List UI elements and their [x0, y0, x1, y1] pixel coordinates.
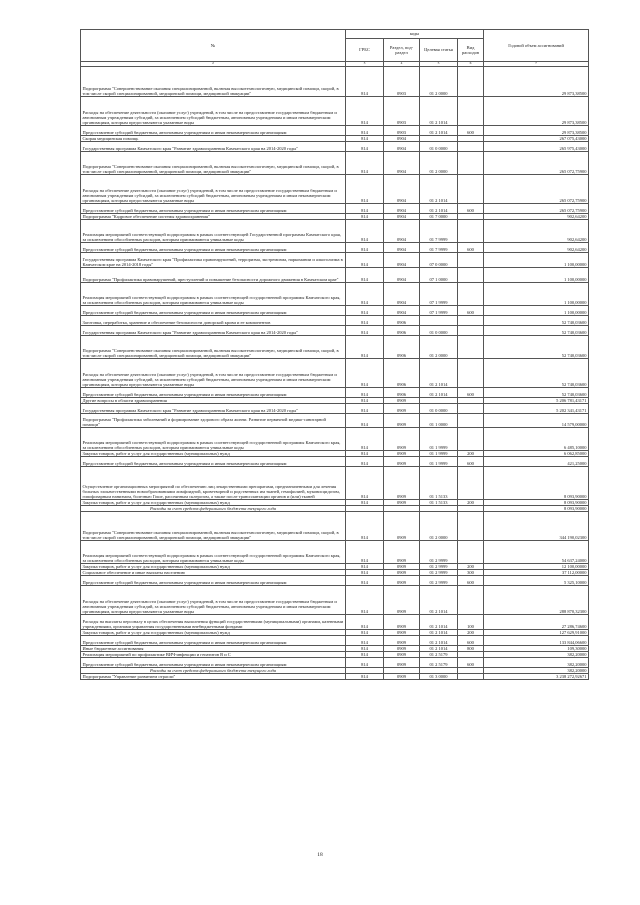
row-csr: 01 2 1014: [420, 615, 458, 630]
row-description: Государственная программа Камчатского края "Развитие здравоохранения Камчатского края на 2014-2020 годы": [81, 326, 346, 336]
row-grbs: 814: [346, 576, 384, 586]
row-vr: 600: [458, 306, 484, 316]
row-vr: [458, 336, 484, 359]
header-num-3: 3: [346, 62, 384, 67]
row-grbs: 814: [346, 283, 384, 306]
row-vr: 600: [458, 636, 484, 646]
row-razdel: 0909: [384, 576, 420, 586]
row-description: Закупка товаров, работ и услуг для государственных (муниципальных) нужд: [81, 451, 346, 457]
row-razdel: 0906: [384, 326, 420, 336]
row-sum: 1 100,00000: [484, 283, 589, 306]
row-csr: 01 7 0000: [420, 214, 458, 220]
row-razdel: 0904: [384, 214, 420, 220]
row-grbs: 814: [346, 142, 384, 152]
row-vr: [458, 512, 484, 541]
row-razdel: 0904: [384, 175, 420, 204]
row-vr: [458, 674, 484, 680]
table-body: [81, 67, 589, 680]
row-razdel: 0904: [384, 136, 420, 142]
row-grbs: 814: [346, 336, 384, 359]
row-sum: 54 637,24000: [484, 541, 589, 564]
row-description: Расходы на обеспечение деятельности (оказание услуг) учреждений, в том числе на предоставление государственным бюджетным и автономным учреждениям субсидий, за исключением субсидий бюджетным, автономным учреждениям и иным некоммерческим организациям, которым предоставляются указанные виды: [81, 359, 346, 388]
row-description: Другие вопросы в области здравоохранения: [81, 398, 346, 404]
row-vr: [458, 467, 484, 500]
row-grbs: 814: [346, 404, 384, 414]
row-sum: 29 873,38500: [484, 67, 589, 97]
row-razdel: 0909: [384, 398, 420, 404]
row-razdel: 0909: [384, 451, 420, 457]
table-row: [81, 636, 589, 646]
row-grbs: 814: [346, 674, 384, 680]
row-csr: 01 2 1014: [420, 388, 458, 398]
row-sum: 1 100,00000: [484, 306, 589, 316]
row-grbs: 814: [346, 126, 384, 136]
row-description: Осуществление организационных мероприятий по обеспечению лиц лекарственными препаратами, предназначенными для лечения больных злокачественными новообразованиями лимфоидной, кроветворной и родственных им тканей, гемофилией, муковисцидозом, гипофизарным нанизмом, болезнью Гоше, рассеянным склерозом, а также после трансплантации органов и (или) тканей: [81, 467, 346, 500]
row-grbs: 814: [346, 541, 384, 564]
row-sum: 127 629,91000: [484, 630, 589, 636]
row-description: Реализация мероприятий соответствующей подпрограммы в рамках соответствующей государственной программы Камчатского края, за исключением обособленных расходов, которым присваиваются уникальные коды: [81, 541, 346, 564]
row-description: Заготовка, переработка, хранение и обеспечение безопасности донорской крови и ее компонентов: [81, 316, 346, 326]
row-csr: 01 1 9999: [420, 428, 458, 451]
row-grbs: 814: [346, 268, 384, 283]
row-csr: 07 1 0000: [420, 268, 458, 283]
row-razdel: 0909: [384, 541, 420, 564]
row-vr: [458, 268, 484, 283]
row-vr: [458, 428, 484, 451]
row-csr: 01 0 0000: [420, 142, 458, 152]
row-razdel: 0909: [384, 636, 420, 646]
row-grbs: 814: [346, 253, 384, 268]
row-vr: [458, 541, 484, 564]
row-csr: 01 1 0000: [420, 414, 458, 428]
table-row: [81, 674, 589, 680]
table-row: [81, 576, 589, 586]
row-description: Расходы на обеспечение деятельности (оказание услуг) учреждений, в том числе на предоставление государственным бюджетным и автономным учреждениям субсидий, за исключением субсидий бюджетным, автономным учреждениям и иным некоммерческим организациям, которым предоставляются указанные виды: [81, 586, 346, 615]
row-razdel: 0904: [384, 253, 420, 268]
row-sum: 5 206 781,43171: [484, 398, 589, 404]
row-csr: 01 2 1014: [420, 97, 458, 126]
row-sum: 902,64200: [484, 214, 589, 220]
row-grbs: 814: [346, 636, 384, 646]
row-sum: 902,64200: [484, 243, 589, 253]
row-csr: 07 1 9999: [420, 306, 458, 316]
row-sum: 52 740,03600: [484, 336, 589, 359]
table-row: [81, 541, 589, 564]
row-sum: 5 202 341,43171: [484, 404, 589, 414]
row-sum: 6 062,85000: [484, 451, 589, 457]
row-vr: [458, 152, 484, 175]
table-row: [81, 67, 589, 97]
row-csr: 01 1 9999: [420, 457, 458, 467]
row-razdel: 0903: [384, 126, 420, 136]
row-description: Предоставление субсидий бюджетным, автономным учреждениям и иным некоммерческим организациям: [81, 576, 346, 586]
row-description: Подпрограмма "Совершенствование оказания специализированной, включая высокотехнологичную, медицинской помощи, скорой, в том числе скорой специализированной, медицинской помощи, медицинской эвакуации": [81, 512, 346, 541]
table-row: [81, 126, 589, 136]
row-sum: 3 238 272,92671: [484, 674, 589, 680]
header-vr: Вид расходов: [458, 39, 484, 62]
row-grbs: 814: [346, 564, 384, 570]
row-csr: 01 2 9999: [420, 541, 458, 564]
row-sum: 109,30000: [484, 646, 589, 652]
row-csr: 01 2 1014: [420, 126, 458, 136]
row-sum: 1 100,00000: [484, 268, 589, 283]
row-vr: 600: [458, 576, 484, 586]
row-description: Подпрограмма "Управление развитием отрасли": [81, 674, 346, 680]
row-csr: 01 0 0000: [420, 404, 458, 414]
row-description: Предоставление субсидий бюджетным, автономным учреждениям и иным некоммерческим организациям: [81, 204, 346, 214]
row-csr: 01 2 0000: [420, 336, 458, 359]
table-row: [81, 467, 589, 500]
row-vr: 600: [458, 388, 484, 398]
table-row: [81, 414, 589, 428]
row-sum: 1 100,00000: [484, 253, 589, 268]
header-num-7: 7: [484, 62, 589, 67]
table-row: [81, 306, 589, 316]
row-razdel: 0909: [384, 674, 420, 680]
row-razdel: 0909: [384, 658, 420, 668]
row-razdel: 0904: [384, 152, 420, 175]
row-grbs: 814: [346, 152, 384, 175]
table-row: [81, 142, 589, 152]
row-vr: 600: [458, 204, 484, 214]
row-grbs: 814: [346, 512, 384, 541]
row-description: Государственная программа Камчатского края "Профилактика правонарушений, терроризма, экстремизма, наркомании и алкоголизма в Камчатском крае на 2014-2018 годы": [81, 253, 346, 268]
table-row: [81, 204, 589, 214]
row-grbs: 814: [346, 428, 384, 451]
row-csr: 01 2 0000: [420, 512, 458, 541]
row-sum: 29 873,38500: [484, 97, 589, 126]
row-description: Расходы на выплаты персоналу в целях обеспечения выполнения функций государственными (муниципальными) органами, казенными учреждениями, органами управления государственными внебюджетными фондами: [81, 615, 346, 630]
row-sum: 382,20000: [484, 668, 589, 674]
row-grbs: 814: [346, 175, 384, 204]
row-razdel: 0904: [384, 142, 420, 152]
row-sum: 52 740,03600: [484, 388, 589, 398]
row-description: Закупка товаров, работ и услуг для государственных (муниципальных) нужд: [81, 630, 346, 636]
row-grbs: 814: [346, 658, 384, 668]
row-description: Расходы за счет средств федерального бюджета текущего года: [81, 506, 346, 512]
row-sum: 52 740,03600: [484, 316, 589, 326]
table-row: [81, 615, 589, 630]
table-row: [81, 253, 589, 268]
row-grbs: 814: [346, 326, 384, 336]
row-csr: 01 1 5133: [420, 500, 458, 506]
row-razdel: 0909: [384, 630, 420, 636]
row-vr: [458, 67, 484, 97]
row-vr: 800: [458, 646, 484, 652]
row-vr: 600: [458, 126, 484, 136]
row-grbs: 814: [346, 388, 384, 398]
row-vr: [458, 220, 484, 243]
row-sum: 382,20000: [484, 658, 589, 668]
table-row: [81, 457, 589, 467]
row-description: Расходы за счет средств федерального бюджета текущего года: [81, 668, 346, 674]
row-description: Подпрограмма "Профилактика правонарушений, преступлений и повышение безопасности дорожного движения в Камчатском крае": [81, 268, 346, 283]
row-grbs: 814: [346, 67, 384, 97]
table-row: [81, 316, 589, 326]
row-razdel: 0909: [384, 500, 420, 506]
row-sum: 288 870,32300: [484, 586, 589, 615]
row-razdel: 0909: [384, 414, 420, 428]
header-num-2: 2: [81, 62, 346, 67]
row-razdel: 0904: [384, 204, 420, 214]
row-description: Скорая медицинская помощь: [81, 136, 346, 142]
row-sum: 6 485,10000: [484, 428, 589, 451]
row-razdel: 0904: [384, 220, 420, 243]
row-csr: 01 2 9999: [420, 564, 458, 570]
table-row: [81, 220, 589, 243]
header-sum: Годовой объем ассигнований: [484, 30, 589, 62]
header-name: №: [81, 30, 346, 62]
row-csr: 01 2 1014: [420, 636, 458, 646]
row-grbs: 814: [346, 570, 384, 576]
row-sum: 267 075,43000: [484, 136, 589, 142]
table-row: [81, 175, 589, 204]
row-grbs: 814: [346, 214, 384, 220]
row-sum: 52 740,03600: [484, 326, 589, 336]
row-grbs: 814: [346, 398, 384, 404]
row-razdel: 0904: [384, 306, 420, 316]
row-razdel: 0904: [384, 283, 420, 306]
row-razdel: 0909: [384, 457, 420, 467]
page-number: 18: [317, 852, 323, 858]
row-csr: 01 2 9999: [420, 576, 458, 586]
row-razdel: 0906: [384, 388, 420, 398]
table-row: [81, 359, 589, 388]
row-description: Предоставление субсидий бюджетным, автономным учреждениям и иным некоммерческим организациям: [81, 126, 346, 136]
row-grbs: 814: [346, 204, 384, 214]
table-row: [81, 658, 589, 668]
table-row: [81, 268, 589, 283]
row-razdel: 0909: [384, 652, 420, 658]
row-csr: 07 0 0000: [420, 253, 458, 268]
table-row: [81, 336, 589, 359]
row-vr: [458, 316, 484, 326]
row-csr: 01 2 0000: [420, 152, 458, 175]
row-razdel: 0909: [384, 428, 420, 451]
row-description: Подпрограмма "Совершенствование оказания специализированной, включая высокотехнологичную, медицинской помощи, скорой, в том числе скорой специализированной, медицинской помощи, медицинской эвакуации": [81, 152, 346, 175]
row-razdel: 0909: [384, 564, 420, 570]
row-csr: 01 7 9999: [420, 243, 458, 253]
row-grbs: 814: [346, 243, 384, 253]
row-description: Подпрограмма "Профилактика заболеваний и формирование здорового образа жизни. Развитие первичной медико-санитарной помощи": [81, 414, 346, 428]
row-vr: 200: [458, 451, 484, 457]
row-vr: [458, 175, 484, 204]
row-grbs: 814: [346, 451, 384, 457]
row-razdel: 0909: [384, 570, 420, 576]
row-grbs: 814: [346, 306, 384, 316]
row-csr: 07 1 9999: [420, 283, 458, 306]
row-razdel: 0904: [384, 243, 420, 253]
row-csr: 01 2 5179: [420, 658, 458, 668]
row-csr: [420, 316, 458, 326]
row-sum: 5 325,10000: [484, 576, 589, 586]
row-csr: 01 2 1014: [420, 630, 458, 636]
row-description: Подпрограмма "Совершенствование оказания специализированной, включая высокотехнологичную, медицинской помощи, скорой, в том числе скорой специализированной, медицинской помощи, медицинской эвакуации": [81, 336, 346, 359]
row-sum: 37 112,00000: [484, 570, 589, 576]
row-grbs: 814: [346, 457, 384, 467]
table-row: [81, 428, 589, 451]
row-grbs: 814: [346, 500, 384, 506]
row-grbs: 814: [346, 586, 384, 615]
row-razdel: 0906: [384, 359, 420, 388]
row-sum: 902,64200: [484, 220, 589, 243]
row-vr: 600: [458, 243, 484, 253]
row-sum: 8 093,90000: [484, 506, 589, 512]
table-row: [81, 326, 589, 336]
row-description: Закупка товаров, работ и услуг для государственных (муниципальных) нужд: [81, 500, 346, 506]
row-grbs: 814: [346, 316, 384, 326]
row-description: Реализация мероприятий соответствующей подпрограммы в рамках соответствующей государственной программы Камчатского края, за исключением обособленных расходов, которым присваиваются уникальные коды: [81, 283, 346, 306]
row-razdel: 0909: [384, 615, 420, 630]
row-vr: 100: [458, 615, 484, 630]
row-grbs: 814: [346, 615, 384, 630]
row-description: Предоставление субсидий бюджетным, автономным учреждениям и иным некоммерческим организациям: [81, 457, 346, 467]
row-sum: 265 072,75900: [484, 204, 589, 214]
row-razdel: 0906: [384, 316, 420, 326]
row-description: Подпрограмма "Совершенствование оказания специализированной, включая высокотехнологичную, медицинской помощи, скорой, в том числе скорой специализированной, медицинской помощи, медицинской эвакуации": [81, 67, 346, 97]
row-description: Расходы на обеспечение деятельности (оказание услуг) учреждений, в том числе на предоставление государственным бюджетным и автономным учреждениям субсидий, за исключением субсидий бюджетным, автономным учреждениям и иным некоммерческим организациям, которым предоставляются указанные виды: [81, 175, 346, 204]
row-grbs: 814: [346, 97, 384, 126]
header-grbs: ГРБС: [346, 39, 384, 62]
row-vr: [458, 359, 484, 388]
row-sum: 344 190,02300: [484, 512, 589, 541]
row-csr: 01 2 1014: [420, 586, 458, 615]
row-sum: 52 740,03600: [484, 359, 589, 388]
header-razdel: Раздел, под-раздел: [384, 39, 420, 62]
row-description: Предоставление субсидий бюджетным, автономным учреждениям и иным некоммерческим организациям: [81, 306, 346, 316]
row-razdel: 0909: [384, 467, 420, 500]
row-grbs: 814: [346, 467, 384, 500]
row-csr: 01 1 9999: [420, 451, 458, 457]
row-description: Государственная программа Камчатского края "Развитие здравоохранения Камчатского края на 2014-2020 годы": [81, 404, 346, 414]
row-vr: [458, 142, 484, 152]
row-description: Предоставление субсидий бюджетным, автономным учреждениям и иным некоммерческим организациям: [81, 636, 346, 646]
row-grbs: 814: [346, 646, 384, 652]
row-vr: 200: [458, 564, 484, 570]
row-razdel: 0909: [384, 404, 420, 414]
table-row: [81, 586, 589, 615]
row-razdel: 0903: [384, 67, 420, 97]
row-sum: 421,25000: [484, 457, 589, 467]
row-razdel: 0904: [384, 268, 420, 283]
row-csr: 01 7 9999: [420, 220, 458, 243]
row-vr: [458, 404, 484, 414]
row-vr: [458, 97, 484, 126]
row-csr: 01 3 0000: [420, 674, 458, 680]
row-vr: 600: [458, 457, 484, 467]
row-grbs: 814: [346, 359, 384, 388]
header-num-4: 4: [384, 62, 420, 67]
row-csr: 01 2 1014: [420, 646, 458, 652]
row-description: Закупка товаров, работ и услуг для государственных (муниципальных) нужд: [81, 564, 346, 570]
table-row: [81, 512, 589, 541]
row-description: Социальное обеспечение и иные выплаты населению: [81, 570, 346, 576]
row-csr: 01 2 5179: [420, 652, 458, 658]
row-csr: 01 2 1014: [420, 204, 458, 214]
row-sum: 8 093,90000: [484, 500, 589, 506]
row-sum: 8 093,90000: [484, 467, 589, 500]
row-description: Предоставление субсидий бюджетным, автономным учреждениям и иным некоммерческим организациям: [81, 658, 346, 668]
row-sum: 14 579,00000: [484, 414, 589, 428]
row-description: Расходы на обеспечение деятельности (оказание услуг) учреждений, в том числе на предоставление государственным бюджетным и автономным учреждениям субсидий, за исключением субсидий бюджетным, автономным учреждениям и иным некоммерческим организациям, которым предоставляются указанные виды: [81, 97, 346, 126]
row-vr: 200: [458, 500, 484, 506]
row-vr: [458, 283, 484, 306]
row-csr: 01 0 0000: [420, 326, 458, 336]
budget-table: [80, 29, 589, 680]
row-sum: 382,20000: [484, 652, 589, 658]
row-csr: 01 2 9999: [420, 570, 458, 576]
row-csr: 01 2 0000: [420, 67, 458, 97]
row-sum: 27 286,74600: [484, 615, 589, 630]
row-vr: [458, 253, 484, 268]
row-vr: 300: [458, 570, 484, 576]
header-csr: Целевая статья: [420, 39, 458, 62]
row-description: Иные бюджетные ассигнования: [81, 646, 346, 652]
row-description: Реализация мероприятий соответствующей подпрограммы в рамках соответствующей Государственной программы Камчатского края, за исключением обособленных расходов, которым присваиваются уникальные коды: [81, 220, 346, 243]
row-grbs: 814: [346, 220, 384, 243]
row-razdel: 0909: [384, 512, 420, 541]
header-num-5: 5: [420, 62, 458, 67]
row-description: Государственная программа Камчатского края "Развитие здравоохранения Камчатского края на 2014-2020 годы": [81, 142, 346, 152]
row-grbs: 814: [346, 652, 384, 658]
row-vr: [458, 326, 484, 336]
table-row: [81, 283, 589, 306]
row-sum: 265 072,75900: [484, 175, 589, 204]
table-row: [81, 404, 589, 414]
header-num-6: 6: [458, 62, 484, 67]
row-csr: 01 1 5133: [420, 467, 458, 500]
row-vr: 600: [458, 658, 484, 668]
row-description: Реализация мероприятий соответствующей подпрограммы в рамках соответствующей государственной программы Камчатского края, за исключением обособленных расходов, которым присваиваются уникальные коды: [81, 428, 346, 451]
row-grbs: 814: [346, 136, 384, 142]
row-vr: [458, 586, 484, 615]
row-description: Предоставление субсидий бюджетным, автономным учреждениям и иным некоммерческим организациям: [81, 243, 346, 253]
row-razdel: 0909: [384, 586, 420, 615]
row-csr: 01 2 1014: [420, 359, 458, 388]
row-csr: 01 2 1014: [420, 175, 458, 204]
row-description: Подпрограмма "Кадровое обеспечение системы здравоохранения": [81, 214, 346, 220]
row-grbs: 814: [346, 414, 384, 428]
row-razdel: 0906: [384, 336, 420, 359]
row-grbs: 814: [346, 630, 384, 636]
row-description: Предоставление субсидий бюджетным, автономным учреждениям и иным некоммерческим организациям: [81, 388, 346, 398]
header-codes: коды: [346, 30, 484, 39]
row-vr: [458, 414, 484, 428]
table-row: [81, 243, 589, 253]
row-sum: 133 844,06600: [484, 636, 589, 646]
table-row: [81, 152, 589, 175]
row-sum: 265 072,75900: [484, 152, 589, 175]
row-description: Реализация мероприятий по профилактике ВИЧ-инфекции и гепатитов В и С: [81, 652, 346, 658]
row-sum: 12 100,00000: [484, 564, 589, 570]
row-razdel: 0909: [384, 646, 420, 652]
row-vr: 200: [458, 630, 484, 636]
row-sum: 265 975,43000: [484, 142, 589, 152]
table-row: [81, 97, 589, 126]
row-sum: 29 873,38500: [484, 126, 589, 136]
table-row: [81, 388, 589, 398]
row-razdel: 0903: [384, 97, 420, 126]
